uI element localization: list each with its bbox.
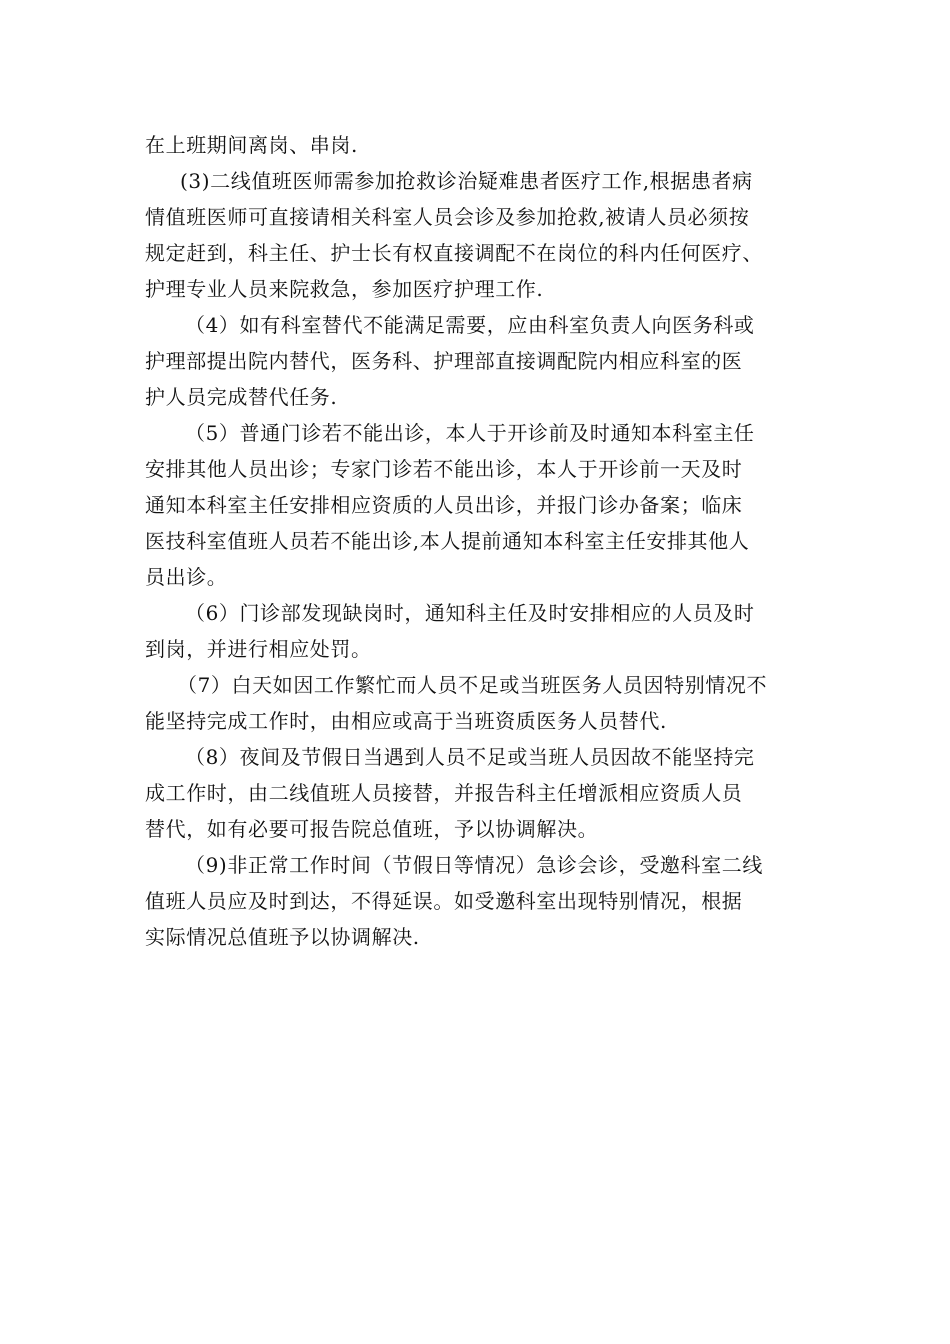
text-line: （8）夜间及节假日当遇到人员不足或当班人员因故不能坚持完	[185, 745, 755, 769]
text-line: 成工作时，由二线值班人员接替，并报告科主任增派相应资质人员	[145, 781, 743, 805]
text-line: 规定赶到，科主任、护士长有权直接调配不在岗位的科内任何医疗、	[145, 241, 763, 265]
text-line: （5）普通门诊若不能出诊，本人于开诊前及时通知本科室主任	[185, 421, 755, 445]
text-line: 安排其他人员出诊；专家门诊若不能出诊，本人于开诊前一天及时	[145, 457, 743, 481]
text-line: （6）门诊部发现缺岗时，通知科主任及时安排相应的人员及时	[185, 601, 755, 625]
text-line: （7）白天如因工作繁忙而人员不足或当班医务人员因特别情况不	[177, 673, 768, 697]
text-line: 能坚持完成工作时，由相应或高于当班资质医务人员替代.	[145, 709, 667, 733]
text-line: 通知本科室主任安排相应资质的人员出诊，并报门诊办备案；临床	[145, 493, 743, 517]
text-line: 值班人员应及时到达，不得延误。如受邀科室出现特别情况，根据	[145, 889, 743, 913]
text-line: 护理专业人员来院救急，参加医疗护理工作.	[145, 277, 544, 301]
text-line: 护人员完成替代任务.	[145, 385, 338, 409]
text-line: 医技科室值班人员若不能出诊,本人提前通知本科室主任安排其他人	[145, 529, 750, 553]
text-line: 员出诊。	[145, 565, 228, 589]
text-line: 替代，如有必要可报告院总值班，予以协调解决。	[145, 817, 599, 841]
text-line: 护理部提出院内替代，医务科、护理部直接调配院内相应科室的医	[145, 349, 743, 373]
text-line: 情值班医师可直接请相关科室人员会诊及参加抢救,被请人员必须按	[145, 205, 750, 229]
text-line: 实际情况总值班予以协调解决.	[145, 925, 420, 949]
text-line: 到岗，并进行相应处罚。	[145, 637, 372, 661]
text-line: （9)非正常工作时间（节假日等情况）急诊会诊，受邀科室二线	[185, 853, 763, 877]
text-line: 在上班期间离岗、串岗.	[145, 133, 358, 157]
document-body	[145, 127, 835, 955]
text-line: (3)二线值班医师需参加抢救诊治疑难患者医疗工作,根据患者病	[180, 169, 753, 193]
text-line: （4）如有科室替代不能满足需要，应由科室负责人向医务科或	[185, 313, 755, 337]
